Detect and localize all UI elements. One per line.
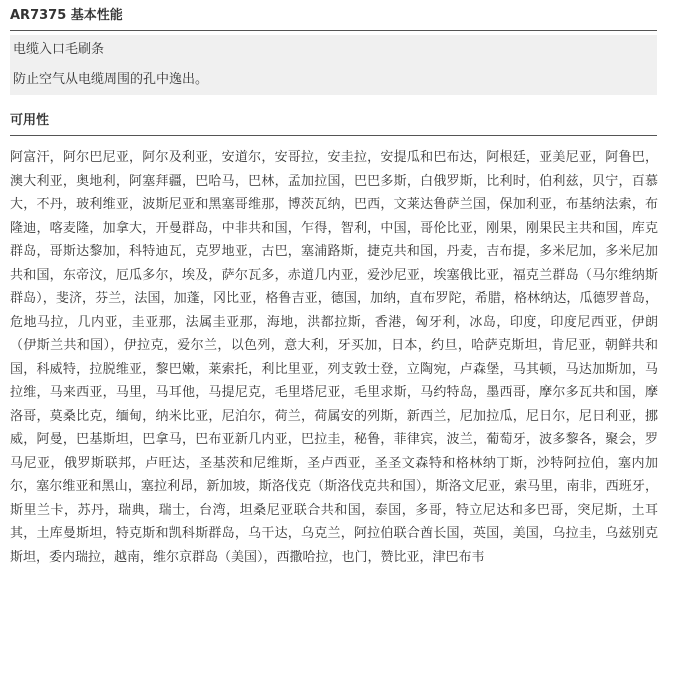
availability-divider: [10, 135, 657, 136]
product-section-title: AR7375 基本性能: [10, 8, 123, 23]
country-list: 阿富汗，阿尔巴尼亚，阿尔及利亚，安道尔，安哥拉，安圭拉，安提瓜和巴布达，阿根廷，亚美尼亚，阿鲁巴，澳大利亚，奥地利，阿塞拜疆，巴哈马，巴林，孟加拉国，巴巴多斯，白俄罗斯，比利时，伯利兹，贝宁，百慕大，不丹，玻利维亚，波斯尼亚和黑塞哥维那，博茨瓦纳，巴西，文莱达鲁萨兰国，保加利亚，布基纳法索，布隆迪，喀麦隆，加拿大，开曼群岛，中非共和国，乍得，智利，中国，哥伦比亚，刚果，刚果民主共和国，库克群岛，哥斯达黎加，科特迪瓦，克罗地亚，古巴，塞浦路斯，捷克共和国，丹麦，吉布提，多米尼加，多米尼加共和国，东帝汶，厄瓜多尔，埃及，萨尔瓦多，赤道几内亚，爱沙尼亚，埃塞俄比亚，福克兰群岛（马尔维纳斯群岛），斐济，芬兰，法国，加蓬，冈比亚，格鲁吉亚，德国，加纳，直布罗陀，希腊，格林纳达，瓜德罗普岛，危地马拉，几内亚，圭亚那，法属圭亚那，海地，洪都拉斯，香港，匈牙利，冰岛，印度，印度尼西亚，伊朗（伊斯兰共和国），伊拉克，爱尔兰，以色列，意大利，牙买加，日本，约旦，哈萨克斯坦，肯尼亚，朝鲜共和国，科威特，拉脱维亚，黎巴嫩，莱索托，利比里亚，列支敦士登，立陶宛，卢森堡，马其顿，马达加斯加，马拉维，马来西亚，马里，马耳他，马提尼克，毛里塔尼亚，毛里求斯，马约特岛，墨西哥，摩尔多瓦共和国，摩洛哥，莫桑比克，缅甸，纳米比亚，尼泊尔，荷兰，荷属安的列斯，新西兰，尼加拉瓜，尼日尔，尼日利亚，挪威，阿曼，巴基斯坦，巴拿马，巴布亚新几内亚，巴拉圭，秘鲁，菲律宾，波兰，葡萄牙，波多黎各，聚会，罗马尼亚，俄罗斯联邦，卢旺达，圣基茨和尼维斯，圣卢西亚，圣圣文森特和格林纳丁斯，沙特阿拉伯，塞内加尔，塞尔维亚和黑山，塞拉利昂，新加坡，斯洛伐克（斯洛伐克共和国），斯洛文尼亚，索马里，南非，西班牙，斯里兰卡，苏丹，瑞典，瑞士，台湾，坦桑尼亚联合共和国，泰国，多哥，特立尼达和多巴哥，突尼斯，土耳其，土库曼斯坦，特克斯和凯科斯群岛，乌干达，乌克兰，阿拉伯联合酋长国，英国，美国，乌拉圭，乌兹别克斯坦，委内瑞拉，越南，维尔京群岛（美国），西撒哈拉，也门，赞比亚，津巴布韦: [10, 150, 658, 565]
property-row: 电缆入口毛刷条: [10, 35, 657, 65]
property-list: [10, 35, 657, 95]
section-divider: [10, 30, 657, 31]
property-row: 防止空气从电缆周围的孔中逸出。: [10, 65, 657, 95]
availability-title: 可用性: [10, 113, 50, 128]
